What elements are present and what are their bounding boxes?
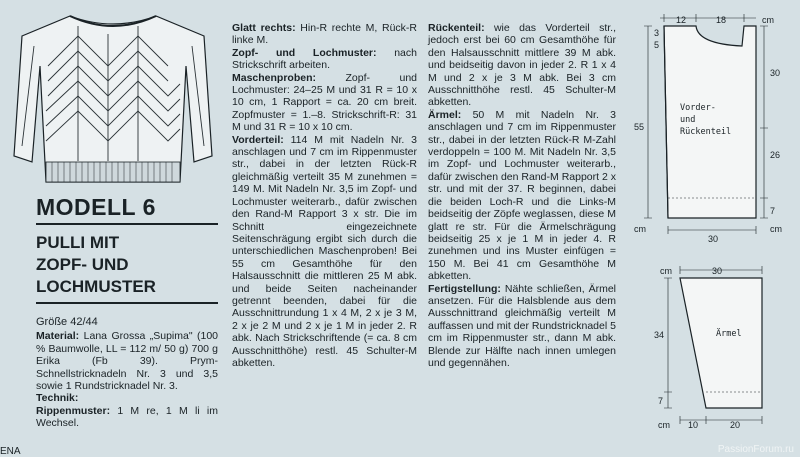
- rueck-heading: Rückenteil:: [428, 22, 485, 34]
- glatt-heading: Glatt rechts:: [232, 22, 296, 34]
- glatt-text: Hin-R rechte M, Rück-R linke M.: [232, 22, 417, 47]
- vorder-text: 114 M mit Nadeln Nr. 3 anschlagen und 7 cm im Rippenmuster str., dabei in der letzten Rück-R gleichmäßig verteilt 35 M zunehmen = 149 M. Mit Nadeln Nr. 3,5 im Zopf- und Lochmuster weiterarb., dafür zwischen den Rand-M Rapport 3 x str. Die im Schnitt eingezeichnete Seitenschrägung ergibt sich durch die unterschiedlichen Maschenproben! Bei 55 cm Gesamthöhe für den Halsausschnitt die mittleren 25 M abk. und beide Seiten nacheinander getrennt beenden, dabei für die Ausschnittrundung 1 x 4 M, 2 x je 3 M, 2 x je 2 M und 2 x je 1 M in jeder 2. R abk. Nach Strickschriftende (= ca. 8 cm Ausschnitthöhe) restl. 45 Schulter-M abketten.: [232, 133, 417, 369]
- sleeve-schematic: [654, 266, 762, 430]
- rueck-paragraph: [428, 22, 616, 109]
- schema-top-18: 18: [716, 15, 727, 25]
- fertig-paragraph: [428, 283, 616, 370]
- zopf-paragraph: [232, 47, 417, 72]
- schema-left-5: 5: [654, 40, 660, 50]
- sleeve-20: 20: [730, 420, 741, 430]
- technik-heading: Technik:: [36, 392, 79, 405]
- material-paragraph: [36, 330, 218, 392]
- vorder-paragraph: [232, 134, 417, 370]
- technik-paragraph: [36, 392, 218, 404]
- schema-body-label-3: Rückenteil: [680, 127, 732, 137]
- rippen-heading: Rippenmuster:: [36, 404, 111, 417]
- aermel-paragraph: [428, 109, 616, 283]
- material-text: Lana Grossa „Supima" (100 % Baumwolle, LL = 112 m/ 50 g) 700 g Erika (Fb 39). Prym-Schnellstricknadeln Nr. 3 und 3,5 sowie 1 Rundstricknadel Nr. 3.: [36, 330, 219, 393]
- schema-bottom-cm: cm: [634, 224, 646, 234]
- sleeve-10: 10: [688, 420, 699, 430]
- schema-sleeve-label: Ärmel: [716, 329, 742, 339]
- subtitle-rule: [36, 302, 218, 304]
- aermel-heading: Ärmel:: [428, 108, 462, 121]
- footer-text: ENA: [0, 446, 21, 457]
- title-rule: [36, 223, 218, 225]
- schema-bottom-30: 30: [708, 234, 719, 244]
- body-schematic: [634, 14, 782, 244]
- subtitle-line-2: ZOPF- UND: [36, 255, 129, 274]
- column-3: [428, 22, 616, 369]
- column-1: [36, 316, 218, 430]
- subtitle-line-3: LOCHMUSTER: [36, 277, 156, 296]
- schema-right-26: 26: [770, 150, 781, 160]
- maschen-paragraph: [232, 72, 417, 134]
- sleeve-cm-top: cm: [660, 266, 672, 276]
- schema-left-3: 3: [654, 28, 660, 38]
- schema-right-7: 7: [770, 206, 776, 216]
- size-label: Größe 42/44: [36, 316, 98, 328]
- schema-top-12: 12: [676, 15, 687, 25]
- schema-body-label-1: Vorder-: [680, 103, 716, 113]
- schema-right-30: 30: [770, 68, 781, 78]
- sleeve-34: 34: [654, 330, 665, 340]
- sweater-illustration: [8, 6, 218, 186]
- schema-left-55: 55: [634, 122, 645, 132]
- schema-top-cm: cm: [762, 15, 774, 25]
- zopf-heading: Zopf- und Lochmuster:: [232, 46, 377, 59]
- maschen-text: Zopf- und Lochmuster: 24–25 M und 31 R = 10 x 10 cm, 1 Rapport = ca. 20 cm breit. Zopfmuster = 1.–8. Strickschrift-R: 31 M und 31 R = 10 x 10 cm.: [232, 71, 417, 134]
- aermel-text: 50 M mit Nadeln Nr. 3 anschlagen und 7 cm im Rippenmuster str., dabei in der letzten Rück-R M-Zahl verdoppeln = 100 M. Mit Nadeln Nr. 3,5 im Zopf- und Lochmuster weiterarb., dafür zwischen den Rand-M Rapport 2 x str. und mit der 37. R beginnen, dabei die beiden Loch-R und die Links-M beidseitig der Zöpfe weglassen, diese M glatt re str. Für die Ärmelschrägung beidseitig 25 x je 1 M in jeder 4. R zunehmen und ins Muster einfügen = 150 M. Bei 41 cm Gesamthöhe M abketten.: [428, 108, 616, 283]
- glatt-paragraph: [232, 22, 417, 47]
- sleeve-cm: cm: [658, 420, 670, 430]
- zopf-text: nach Strickschrift arbeiten.: [232, 46, 417, 72]
- fertig-text: Nähte schließen, Ärmel ansetzen. Für die Halsblende aus dem Ausschnittrand gleichmäßig verteilt M auffassen und mit der Rundstricknadel 5 cm im Rippenmuster str., dann M abk. Blende zur Hälfte nach innen umlegen und gegennähen.: [428, 282, 616, 369]
- maschen-heading: Maschenproben:: [232, 71, 317, 84]
- fertig-heading: Fertigstellung:: [428, 282, 501, 295]
- watermark: PassionForum.ru: [717, 444, 794, 455]
- pattern-subtitle: [36, 232, 226, 298]
- subtitle-line-1: PULLI MIT: [36, 233, 120, 252]
- rueck-text: wie das Vorderteil str., jedoch erst bei 60 cm Gesamthöhe für den Halsausschnitt mittlere 39 M abk. und beidseitig davon in jeder 2. R 1 x 4 M und 2 x je 3 M abk. Bei 3 cm Ausschnitthöhe restl. 45 Schulter-M abketten.: [428, 22, 616, 109]
- column-2: [232, 22, 417, 369]
- vorder-heading: Vorderteil:: [232, 133, 284, 146]
- rippen-text: 1 M re, 1 M li im Wechsel.: [36, 404, 218, 430]
- pattern-schematic: [624, 8, 800, 448]
- model-title: MODELL 6: [36, 194, 156, 220]
- sleeve-30: 30: [712, 266, 723, 276]
- rippen-paragraph: [36, 405, 218, 430]
- schema-right-cm: cm: [770, 224, 782, 234]
- sleeve-7: 7: [658, 396, 664, 406]
- material-heading: Material:: [36, 330, 80, 343]
- schema-body-label-2: und: [680, 115, 696, 125]
